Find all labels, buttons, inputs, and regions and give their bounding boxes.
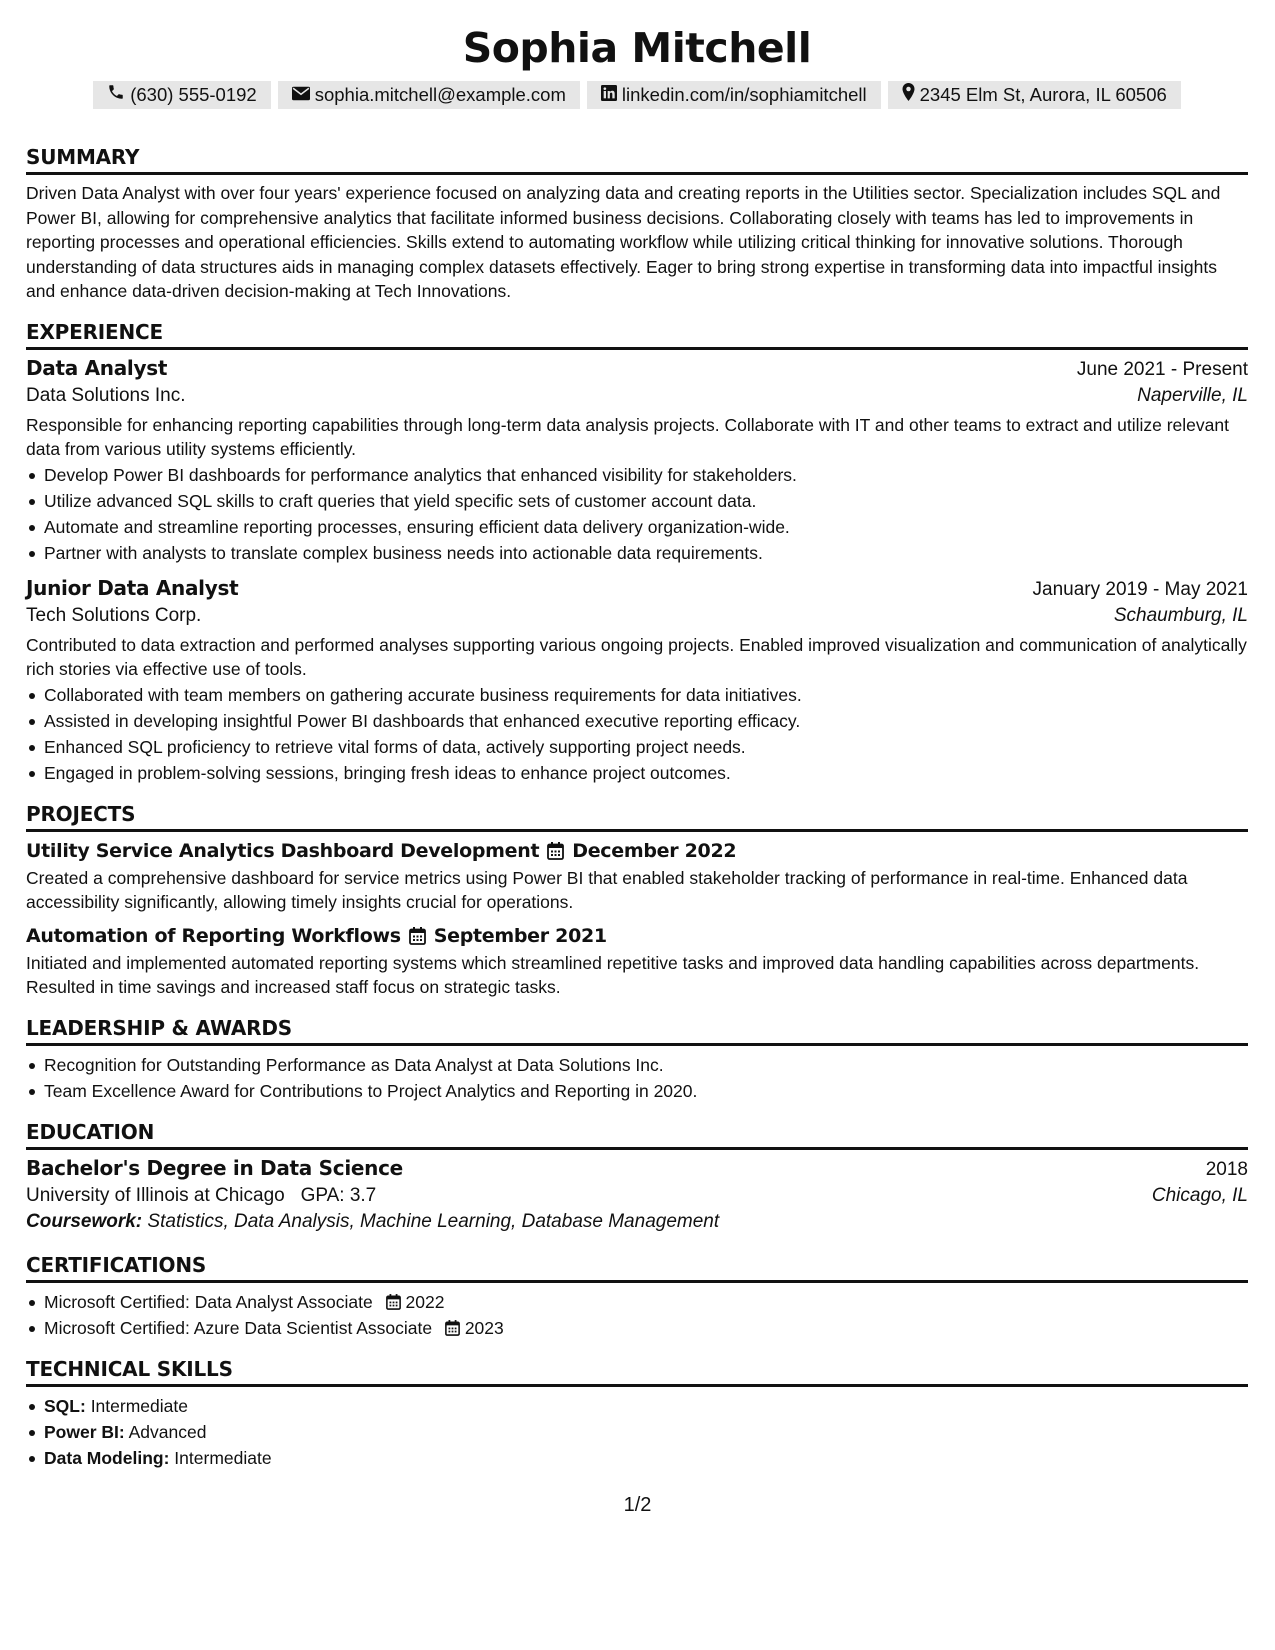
job-bullets <box>26 682 1248 786</box>
skill-name: SQL: <box>44 1395 86 1416</box>
job-bullets <box>26 462 1248 566</box>
section-title-experience: EXPERIENCE <box>26 320 1248 350</box>
section-title-certifications: CERTIFICATIONS <box>26 1253 1248 1283</box>
job-location: Schaumburg, IL <box>1113 604 1248 626</box>
company-name: Data Solutions Inc. <box>26 384 186 406</box>
list-item <box>26 1289 1248 1315</box>
list-item: Utilize advanced SQL skills to craft queries that yield specific sets of customer account data. <box>26 488 1248 514</box>
summary-text: Driven Data Analyst with over four years' experience focused on analyzing data and creating reports in the Utilities sector. Specialization includes SQL and Power BI, allowing for comprehensive analytics that facilitate informed business decisions. Collaborating closely with teams has led to improvements in reporting processes and operational efficiencies. Skills extend to automating workflow while utilizing critical thinking for innovative solutions. Thorough understanding of data structures aids in managing complex datasets effectively. Eager to bring strong expertise in transforming data into impactful insights and enhance data-driven decision-making at Tech Innovations. <box>26 183 1221 301</box>
phone-text: (630) 555-0192 <box>130 84 257 105</box>
phone-chip[interactable] <box>93 81 271 109</box>
contact-bar <box>26 81 1248 109</box>
certification-name: Microsoft Certified: Azure Data Scientist Associate <box>44 1317 433 1338</box>
section-title-skills: TECHNICAL SKILLS <box>26 1357 1248 1387</box>
job-title: Data Analyst <box>26 355 168 380</box>
projects-section <box>26 802 1248 1000</box>
awards-list <box>26 1052 1248 1104</box>
address-text: 2345 Elm St, Aurora, IL 60506 <box>919 84 1167 105</box>
email-text: sophia.mitchell@example.com <box>314 84 566 105</box>
linkedin-icon <box>601 81 617 109</box>
section-title-projects: PROJECTS <box>26 802 1248 832</box>
project-entry <box>26 925 1248 1000</box>
list-item: Engaged in problem-solving sessions, bringing fresh ideas to enhance project outcomes. <box>26 760 1248 786</box>
job-dates: January 2019 - May 2021 <box>1032 578 1248 600</box>
gpa: GPA: 3.7 <box>300 1184 377 1206</box>
section-title-education: EDUCATION <box>26 1120 1248 1150</box>
list-item: Partner with analysts to translate complex business needs into actionable data requirements. <box>26 540 1248 566</box>
project-description: Created a comprehensive dashboard for service metrics using Power BI that enabled stakeholder tracking of performance in real-time. Enhanced data accessibility significantly, allowing timely insights crucial for operations. <box>26 867 1188 912</box>
graduation-year: 2018 <box>1205 1158 1248 1180</box>
skills-list <box>26 1393 1248 1471</box>
awards-section <box>26 1016 1248 1104</box>
school-location: Chicago, IL <box>1151 1184 1248 1206</box>
school-name: University of Illinois at Chicago <box>26 1184 285 1206</box>
skills-section <box>26 1357 1248 1471</box>
list-item: Automate and streamline reporting processes, ensuring efficient data delivery organization-wide. <box>26 514 1248 540</box>
linkedin-text: linkedin.com/in/sophiamitchell <box>621 84 867 105</box>
coursework-label: Coursework: <box>26 1210 143 1232</box>
certification-year: 2023 <box>464 1317 504 1338</box>
calendar-icon <box>409 927 426 945</box>
job-description: Responsible for enhancing reporting capabilities through long-term data analysis projects. Collaborate with IT and other teams to extract and utilize relevant data from various utility systems efficiently. <box>26 414 1229 459</box>
coursework-list: Statistics, Data Analysis, Machine Learning, Database Management <box>147 1210 720 1232</box>
project-entry <box>26 840 1248 915</box>
degree-name: Bachelor's Degree in Data Science <box>26 1155 403 1180</box>
skill-name: Data Modeling: <box>44 1447 170 1468</box>
job-dates: June 2021 - Present <box>1076 358 1248 380</box>
certification-name: Microsoft Certified: Data Analyst Associate <box>44 1291 373 1312</box>
experience-section <box>26 320 1248 786</box>
candidate-name: Sophia Mitchell <box>462 24 812 72</box>
envelope-icon <box>292 81 310 109</box>
page-number: 1/2 <box>623 1494 652 1516</box>
certifications-section <box>26 1253 1248 1341</box>
linkedin-chip[interactable] <box>587 81 881 109</box>
skill-level: Intermediate <box>90 1395 188 1416</box>
map-pin-icon <box>902 81 915 109</box>
skill-level: Intermediate <box>174 1447 272 1468</box>
project-date: September 2021 <box>433 924 607 947</box>
calendar-icon <box>547 842 564 860</box>
list-item: Assisted in developing insightful Power BI dashboards that enhanced executive reporting efficacy. <box>26 708 1248 734</box>
list-item <box>26 1393 1248 1419</box>
company-name: Tech Solutions Corp. <box>26 604 202 626</box>
list-item: Develop Power BI dashboards for performance analytics that enhanced visibility for stakeholders. <box>26 462 1248 488</box>
list-item <box>26 1315 1248 1341</box>
list-item <box>26 1419 1248 1445</box>
calendar-icon <box>386 1294 401 1310</box>
education-section <box>26 1120 1248 1233</box>
project-description: Initiated and implemented automated reporting systems which streamlined repetitive tasks and improved data handling capabilities across departments. Resulted in time savings and increased staff focus on strategic tasks. <box>26 952 1200 997</box>
skill-level: Advanced <box>128 1421 207 1442</box>
summary-section <box>26 145 1248 304</box>
list-item: Recognition for Outstanding Performance as Data Analyst at Data Solutions Inc. <box>26 1052 1248 1078</box>
coursework <box>26 1211 1248 1233</box>
section-title-summary: SUMMARY <box>26 145 1248 175</box>
job-entry <box>26 356 1248 566</box>
list-item: Collaborated with team members on gathering accurate business requirements for data initiatives. <box>26 682 1248 708</box>
list-item <box>26 1445 1248 1471</box>
resume-page <box>26 0 1248 1471</box>
address-chip[interactable] <box>888 81 1181 109</box>
email-chip[interactable] <box>278 81 580 109</box>
certification-year: 2022 <box>405 1291 445 1312</box>
skill-name: Power BI: <box>44 1421 125 1442</box>
phone-icon <box>107 81 125 109</box>
project-title: Automation of Reporting Workflows <box>26 924 401 947</box>
job-title: Junior Data Analyst <box>26 575 239 600</box>
calendar-icon <box>445 1320 460 1336</box>
list-item: Team Excellence Award for Contributions to Project Analytics and Reporting in 2020. <box>26 1078 1248 1104</box>
certifications-list <box>26 1289 1248 1341</box>
section-title-awards: LEADERSHIP & AWARDS <box>26 1016 1248 1046</box>
job-entry <box>26 576 1248 786</box>
project-date: December 2022 <box>572 839 737 862</box>
project-title: Utility Service Analytics Dashboard Development <box>26 839 540 862</box>
job-description: Contributed to data extraction and performed analyses supporting various ongoing projects. Enabled improved visualization and communication of analytically rich stories via effective use of tools. <box>26 634 1247 679</box>
job-location: Naperville, IL <box>1137 384 1248 406</box>
list-item: Enhanced SQL proficiency to retrieve vital forms of data, actively supporting project needs. <box>26 734 1248 760</box>
